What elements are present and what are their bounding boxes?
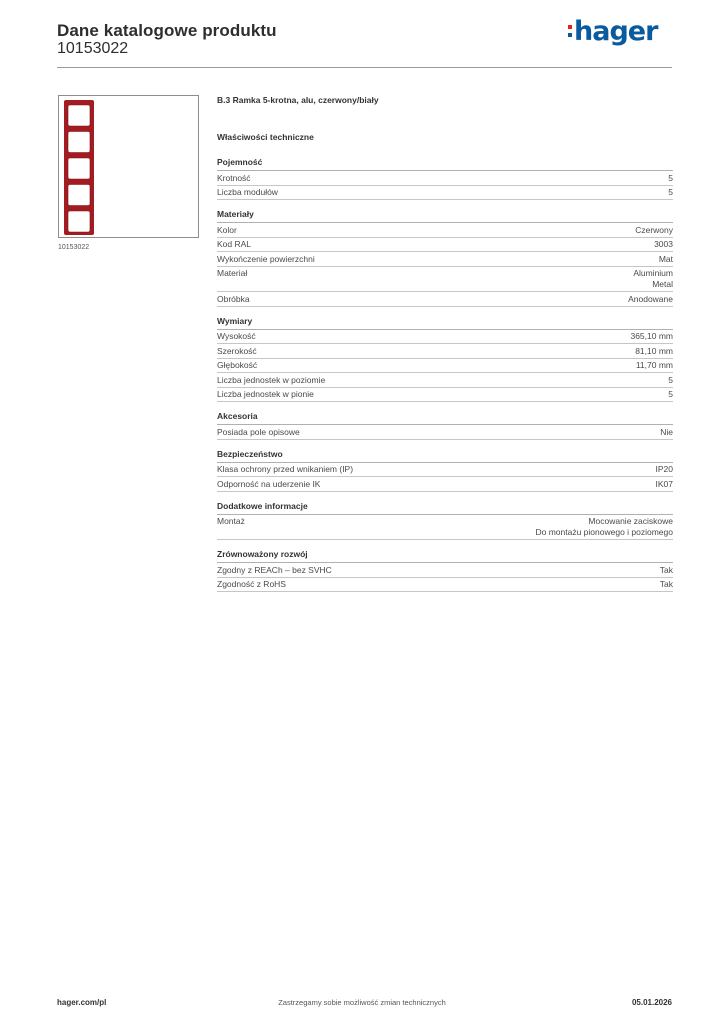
properties-heading: Właściwości techniczne xyxy=(217,132,314,142)
logo-text: hager xyxy=(574,15,658,47)
spec-label: Szerokość xyxy=(217,345,257,356)
spec-label: Kolor xyxy=(217,224,237,235)
spec-value-line: Tak xyxy=(659,564,673,575)
spec-value xyxy=(660,565,673,576)
spec-group xyxy=(217,449,673,492)
spec-row xyxy=(217,223,673,238)
spec-label: Wysokość xyxy=(217,331,256,341)
spec-group xyxy=(217,411,673,440)
spec-value xyxy=(633,268,673,290)
spec-label: Liczba jednostek w poziomie xyxy=(217,374,326,385)
spec-value-line: 3003 xyxy=(654,239,673,249)
spec-value xyxy=(636,360,673,371)
spec-value-line: Aluminium xyxy=(633,268,673,278)
spec-group xyxy=(217,549,673,592)
spec-value-line: Metal xyxy=(652,279,673,289)
spec-label: Materiał xyxy=(217,268,248,278)
product-image xyxy=(58,95,199,238)
spec-value-line: Tak xyxy=(659,579,673,589)
frame-slot xyxy=(68,132,90,153)
spec-row xyxy=(217,578,673,593)
spec-value-line: 81,10 mm xyxy=(635,345,673,356)
spec-label: Kod RAL xyxy=(217,239,252,249)
spec-value-line: Anodowane xyxy=(628,293,673,304)
spec-row xyxy=(217,425,673,440)
product-code: 10153022 xyxy=(57,40,129,57)
hager-logo[interactable] xyxy=(568,14,660,48)
spec-value xyxy=(659,254,673,265)
spec-row xyxy=(217,388,673,403)
spec-row xyxy=(217,267,673,293)
spec-group-title: Materiały xyxy=(217,209,673,223)
spec-label: Zgodny z REACh – bez SVHC xyxy=(217,564,332,575)
spec-row xyxy=(217,186,673,201)
spec-label: Posiada pole opisowe xyxy=(217,426,300,437)
spec-content xyxy=(217,95,673,601)
spec-group-title: Pojemność xyxy=(217,157,673,171)
spec-value xyxy=(654,239,673,250)
spec-value xyxy=(535,516,673,538)
spec-label: Montaż xyxy=(217,516,245,526)
spec-group-title: Wymiary xyxy=(217,316,673,330)
frame-slot xyxy=(68,185,90,206)
spec-label: Zgodność z RoHS xyxy=(217,579,286,589)
frame-illustration xyxy=(59,96,200,239)
spec-row xyxy=(217,373,673,388)
spec-group-title: Dodatkowe informacje xyxy=(217,501,673,515)
spec-value-line: IP20 xyxy=(655,464,673,474)
spec-label: Klasa ochrony przed wnikaniem (IP) xyxy=(217,464,354,474)
footer-website[interactable]: hager.com/pl xyxy=(57,998,107,1007)
spec-group xyxy=(217,316,673,403)
spec-value-line: 365,10 mm xyxy=(630,331,673,341)
spec-group-title: Bezpieczeństwo xyxy=(217,449,673,463)
spec-value xyxy=(635,346,673,357)
page-title: Dane katalogowe produktu xyxy=(57,21,277,40)
spec-value xyxy=(660,427,673,438)
product-name: B.3 Ramka 5-krotna, alu, czerwony/biały xyxy=(217,95,379,105)
spec-label: Wykończenie powierzchni xyxy=(217,253,315,264)
spec-row xyxy=(217,330,673,345)
spec-row xyxy=(217,344,673,359)
spec-value xyxy=(668,389,673,400)
spec-groups xyxy=(217,157,673,592)
spec-value xyxy=(635,225,673,236)
spec-row xyxy=(217,477,673,492)
spec-group-title: Akcesoria xyxy=(217,411,673,425)
logo-colon-icon xyxy=(568,14,572,48)
spec-value xyxy=(668,173,673,184)
spec-value xyxy=(656,479,674,490)
spec-value-line: 5 xyxy=(668,374,673,385)
spec-label: Głębokość xyxy=(217,360,258,370)
spec-value-line: 11,70 mm xyxy=(635,360,673,370)
spec-value xyxy=(630,331,673,342)
footer-disclaimer: Zastrzegamy sobie możliwość zmian technicznych xyxy=(278,998,446,1007)
frame-slot xyxy=(68,211,90,232)
header-divider xyxy=(57,67,672,68)
spec-value-line: Nie xyxy=(660,426,673,437)
spec-row xyxy=(217,171,673,186)
spec-label: Obróbka xyxy=(217,293,250,304)
spec-value-line: 5 xyxy=(668,187,673,197)
spec-value-line: Mocowanie zaciskowe xyxy=(588,516,673,526)
spec-row xyxy=(217,463,673,478)
spec-value xyxy=(656,464,674,475)
spec-label: Odporność na uderzenie IK xyxy=(217,478,321,489)
spec-value xyxy=(668,187,673,198)
spec-value-line: IK07 xyxy=(655,478,673,489)
frame-slot xyxy=(68,105,90,126)
spec-value-line: 5 xyxy=(668,389,673,399)
spec-row xyxy=(217,292,673,307)
spec-group xyxy=(217,157,673,200)
spec-label: Krotność xyxy=(217,172,251,183)
spec-row xyxy=(217,515,673,541)
frame-slot xyxy=(68,158,90,179)
spec-value xyxy=(628,294,673,305)
spec-row xyxy=(217,563,673,578)
spec-value-line: 5 xyxy=(668,172,673,183)
spec-value-line: Czerwony xyxy=(635,224,673,235)
spec-row xyxy=(217,252,673,267)
spec-row xyxy=(217,359,673,374)
spec-group xyxy=(217,209,673,307)
spec-label: Liczba jednostek w pionie xyxy=(217,389,314,399)
spec-label: Liczba modułów xyxy=(217,187,278,197)
spec-value-line: Do montażu pionowego i poziomego xyxy=(535,527,673,537)
spec-value xyxy=(660,579,673,590)
spec-group xyxy=(217,501,673,541)
spec-group-title: Zrównoważony rozwój xyxy=(217,549,673,563)
spec-value xyxy=(668,375,673,386)
footer-date: 05.01.2026 xyxy=(631,998,672,1007)
spec-value-line: Mat xyxy=(658,253,673,264)
spec-row xyxy=(217,238,673,253)
image-caption: 10153022 xyxy=(58,244,90,251)
